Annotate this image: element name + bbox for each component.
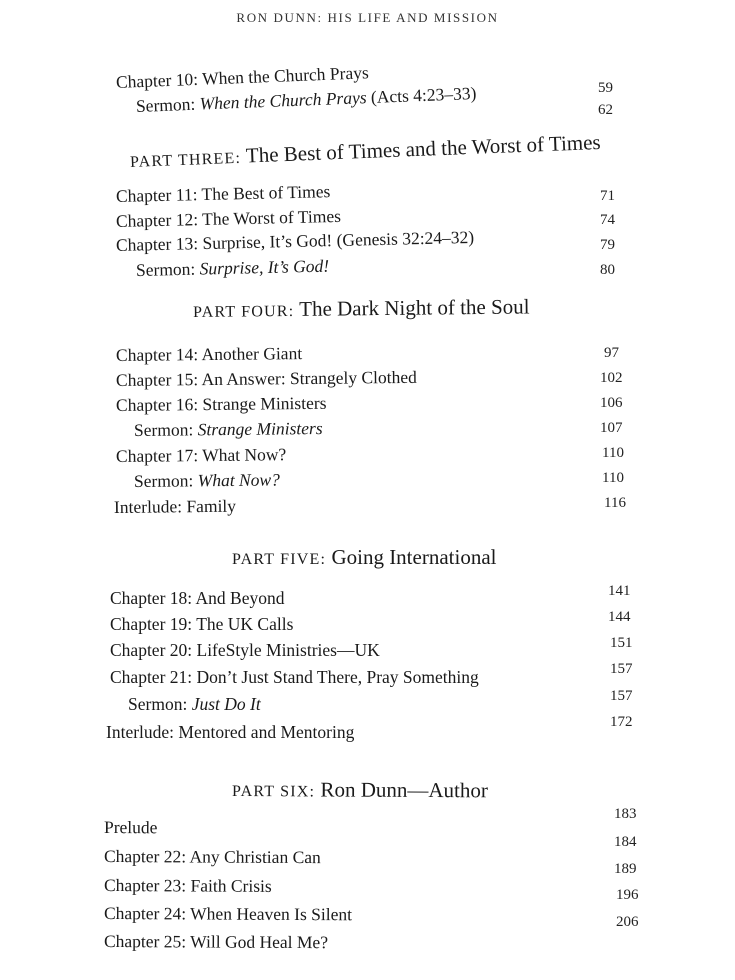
- entry-label: Sermon:: [128, 694, 192, 714]
- entry-label: Chapter 11: The Best of Times: [115, 181, 331, 206]
- page-number: 116: [604, 495, 626, 511]
- page-number: 184: [614, 834, 637, 850]
- part-label: PART FOUR:: [192, 302, 295, 321]
- page-number: 151: [610, 635, 633, 651]
- page-number: 107: [600, 420, 623, 436]
- entry-suffix: (Acts 4:23–33): [366, 82, 477, 108]
- part-five-heading: [232, 545, 496, 570]
- toc-entry-chapter-20: [110, 640, 380, 661]
- toc-entry-chapter-19: [110, 614, 293, 635]
- page-number: 59: [598, 80, 613, 96]
- entry-label: Sermon:: [133, 470, 198, 491]
- entry-label: Chapter 21: Don’t Just Stand There, Pray Something: [110, 667, 479, 687]
- page-number: 62: [598, 102, 613, 118]
- page-number: 144: [608, 609, 631, 625]
- part-label: PART THREE:: [129, 149, 242, 171]
- toc-entry-chapter-24: [104, 903, 352, 925]
- toc-entry-chapter-18: [110, 588, 285, 609]
- part-six-heading: [232, 777, 488, 803]
- entry-label: Sermon:: [135, 258, 200, 280]
- toc-entry-chapter-25: [104, 931, 328, 953]
- part-label: PART FIVE:: [232, 551, 327, 568]
- entry-label: Chapter 14: Another Giant: [115, 343, 303, 365]
- page-number: 71: [600, 188, 615, 204]
- toc-entry-chapter-12: [116, 206, 341, 232]
- toc-entry-sermon: [128, 694, 261, 715]
- toc-entry-chapter-14: [116, 343, 302, 366]
- entry-label: Chapter 10: When the Church Prays: [115, 62, 370, 92]
- page-number: 74: [600, 212, 615, 228]
- page-number: 141: [608, 583, 631, 599]
- entry-label: Interlude: Mentored and Mentoring: [106, 722, 355, 742]
- entry-label: Chapter 20: LifeStyle Ministries—UK: [110, 640, 380, 660]
- entry-label: Chapter 13: Surprise, It’s God! (Genesis 32:24–32): [115, 226, 475, 255]
- page-number: 97: [604, 345, 619, 361]
- entry-label: Prelude: [103, 817, 158, 838]
- toc-entry-chapter-13: [116, 227, 475, 256]
- part-title: The Best of Times and the Worst of Times: [245, 129, 602, 168]
- page-number: 110: [602, 470, 624, 486]
- entry-label: Chapter 18: And Beyond: [110, 588, 285, 608]
- page-number: 102: [600, 370, 623, 386]
- toc-entry-interlude: [114, 496, 236, 518]
- page-number: 196: [616, 887, 639, 903]
- toc-entry-chapter-21: [110, 667, 479, 688]
- toc-entry-chapter-15: [116, 367, 417, 391]
- page-number: 157: [610, 661, 633, 677]
- toc-entry-interlude: [106, 722, 354, 743]
- page-number: 80: [600, 262, 615, 278]
- running-head: RON DUNN: HIS LIFE AND MISSION: [236, 10, 499, 25]
- page-number: 106: [600, 395, 623, 411]
- page-number: 172: [610, 714, 633, 730]
- page-number: 110: [602, 445, 624, 461]
- entry-label: Chapter 23: Faith Crisis: [103, 875, 272, 896]
- toc-entry-chapter-11: [116, 181, 331, 207]
- entry-label: Chapter 16: Strange Ministers: [115, 392, 327, 415]
- toc-entry-chapter-22: [104, 846, 321, 868]
- entry-label: Chapter 19: The UK Calls: [110, 614, 294, 634]
- entry-label: Chapter 24: When Heaven Is Silent: [103, 903, 353, 925]
- page-number: 206: [616, 914, 639, 930]
- entry-label: Chapter 12: The Worst of Times: [115, 205, 342, 231]
- toc-entry-sermon: [134, 469, 280, 492]
- entry-title: When the Church Prays: [199, 87, 367, 114]
- entry-title: Just Do It: [191, 694, 261, 714]
- entry-label: Sermon:: [133, 419, 198, 440]
- toc-entry-chapter-23: [104, 875, 272, 897]
- entry-label: Chapter 15: An Answer: Strangely Clothed: [115, 366, 417, 390]
- entry-label: Chapter 25: Will God Heal Me?: [103, 931, 329, 953]
- entry-label: Sermon:: [135, 93, 201, 116]
- entry-title: Strange Ministers: [197, 418, 323, 440]
- toc-entry-sermon: [134, 418, 323, 441]
- part-three-heading: [130, 130, 602, 173]
- entry-title: What Now?: [197, 469, 280, 491]
- page-number: 79: [600, 237, 615, 253]
- entry-label: Chapter 17: What Now?: [115, 444, 287, 466]
- toc-entry-chapter-16: [116, 393, 327, 416]
- page-number: 189: [614, 861, 637, 877]
- page-number: 157: [610, 688, 633, 704]
- entry-title: Surprise, It’s God!: [199, 255, 330, 279]
- part-title: Ron Dunn—Author: [320, 777, 488, 803]
- part-four-heading: [193, 294, 530, 323]
- entry-label: Chapter 22: Any Christian Can: [103, 846, 321, 868]
- part-title: The Dark Night of the Soul: [299, 294, 530, 321]
- toc-entry-sermon: [136, 256, 330, 281]
- part-label: PART SIX:: [231, 783, 316, 801]
- entry-label: Interlude: Family: [113, 495, 237, 517]
- toc-entry-prelude: [104, 817, 158, 838]
- part-title: Going International: [331, 545, 497, 569]
- page-number: 183: [614, 806, 637, 822]
- toc-entry-chapter-17: [116, 444, 286, 467]
